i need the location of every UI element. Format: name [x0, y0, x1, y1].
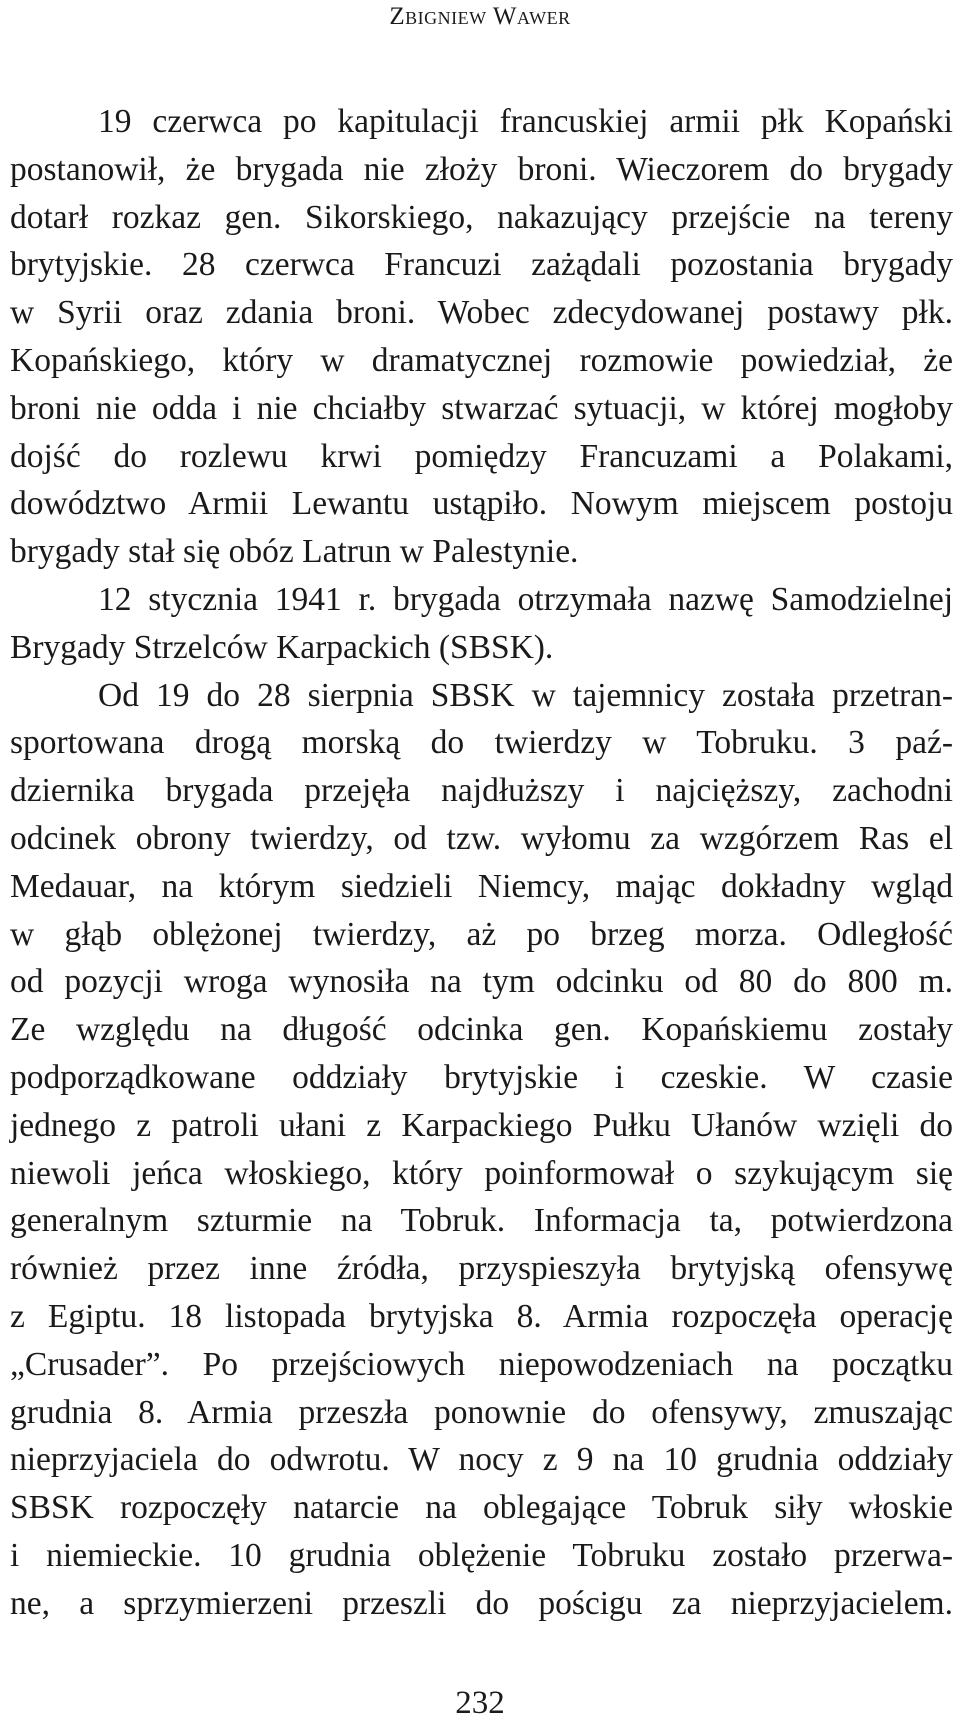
paragraph: [10, 576, 953, 672]
text-line: z Egiptu. 18 listopada brytyjska 8. Armia rozpoczęła operację: [10, 1297, 953, 1335]
text-line: również przez inne źródła, przyspieszyła brytyjską ofensywę: [10, 1250, 953, 1288]
text-line: dotarł rozkaz gen. Sikorskiego, nakazujący przejście na tereny: [10, 198, 953, 236]
paragraph: [10, 672, 953, 1628]
text-line: podporządkowane oddziały brytyjskie i czeskie. W czasie: [10, 1058, 953, 1096]
text-line: dowództwo Armii Lewantu ustąpiło. Nowym miejscem postoju: [10, 485, 953, 523]
body-text: [10, 98, 953, 1628]
text-line: w Syrii oraz zdania broni. Wobec zdecydowanej postawy płk.: [10, 294, 953, 332]
text-line: od pozycji wroga wynosiła na tym odcinku od 80 do 800 m.: [10, 963, 953, 1001]
text-line: SBSK rozpoczęły natarcie na oblegające Tobruk siły włoskie: [10, 1489, 953, 1527]
text-line: Medauar, na którym siedzieli Niemcy, mając dokładny wgląd: [10, 867, 953, 905]
page-number: 232: [455, 1685, 505, 1721]
text-line: niewoli jeńca włoskiego, który poinformował o szykującym się: [10, 1154, 953, 1192]
text-line: sportowana drogą morską do twierdzy w Tobruku. 3 paź-: [10, 724, 953, 762]
text-line: broni nie odda i nie chciałby stwarzać sytuacji, w której mogłoby: [10, 389, 953, 427]
paragraph: [10, 98, 953, 576]
text-line: Kopańskiego, który w dramatycznej rozmowie powiedział, że: [10, 341, 953, 379]
text-line: „Crusader”. Po przejściowych niepowodzeniach na początku: [10, 1345, 953, 1383]
text-line: grudnia 8. Armia przeszła ponownie do ofensywy, zmuszając: [10, 1393, 953, 1431]
text-line: dojść do rozlewu krwi pomiędzy Francuzami a Polakami,: [10, 437, 953, 475]
text-line: brygady stał się obóz Latrun w Palestynie.: [10, 533, 579, 571]
text-line: Ze względu na długość odcinka gen. Kopańskiemu zostały: [10, 1011, 953, 1049]
text-line: jednego z patroli ułani z Karpackiego Pułku Ułanów wzięli do: [10, 1106, 953, 1144]
text-line: i niemieckie. 10 grudnia oblężenie Tobruku zostało przerwa-: [10, 1536, 953, 1574]
text-line: generalnym szturmie na Tobruk. Informacja ta, potwierdzona: [10, 1202, 953, 1240]
text-line: dziernika brygada przejęła najdłuższy i najcięższy, zachodni: [10, 772, 953, 810]
text-line: odcinek obrony twierdzy, od tzw. wyłomu za wzgórzem Ras el: [10, 819, 953, 857]
text-line: nieprzyjaciela do odwrotu. W nocy z 9 na 10 grudnia oddziały: [10, 1441, 953, 1479]
text-line: 19 czerwca po kapitulacji francuskiej armii płk Kopański: [98, 103, 953, 140]
text-line: Od 19 do 28 sierpnia SBSK w tajemnicy została przetran-: [98, 676, 953, 714]
text-line: 12 stycznia 1941 r. brygada otrzymała nazwę Samodzielnej: [98, 580, 953, 618]
text-line: ne, a sprzymierzeni przeszli do pościgu za nieprzyjacielem.: [10, 1584, 953, 1622]
text-line: w głąb oblężonej twierdzy, aż po brzeg morza. Odległość: [10, 915, 953, 953]
text-line: Brygady Strzelców Karpackich (SBSK).: [10, 628, 554, 666]
text-line: brytyjskie. 28 czerwca Francuzi zażądali pozostania brygady: [10, 246, 953, 284]
text-line: postanowił, że brygada nie złoży broni. Wieczorem do brygady: [10, 150, 953, 188]
running-head: Zbigniew Wawer: [389, 3, 571, 30]
